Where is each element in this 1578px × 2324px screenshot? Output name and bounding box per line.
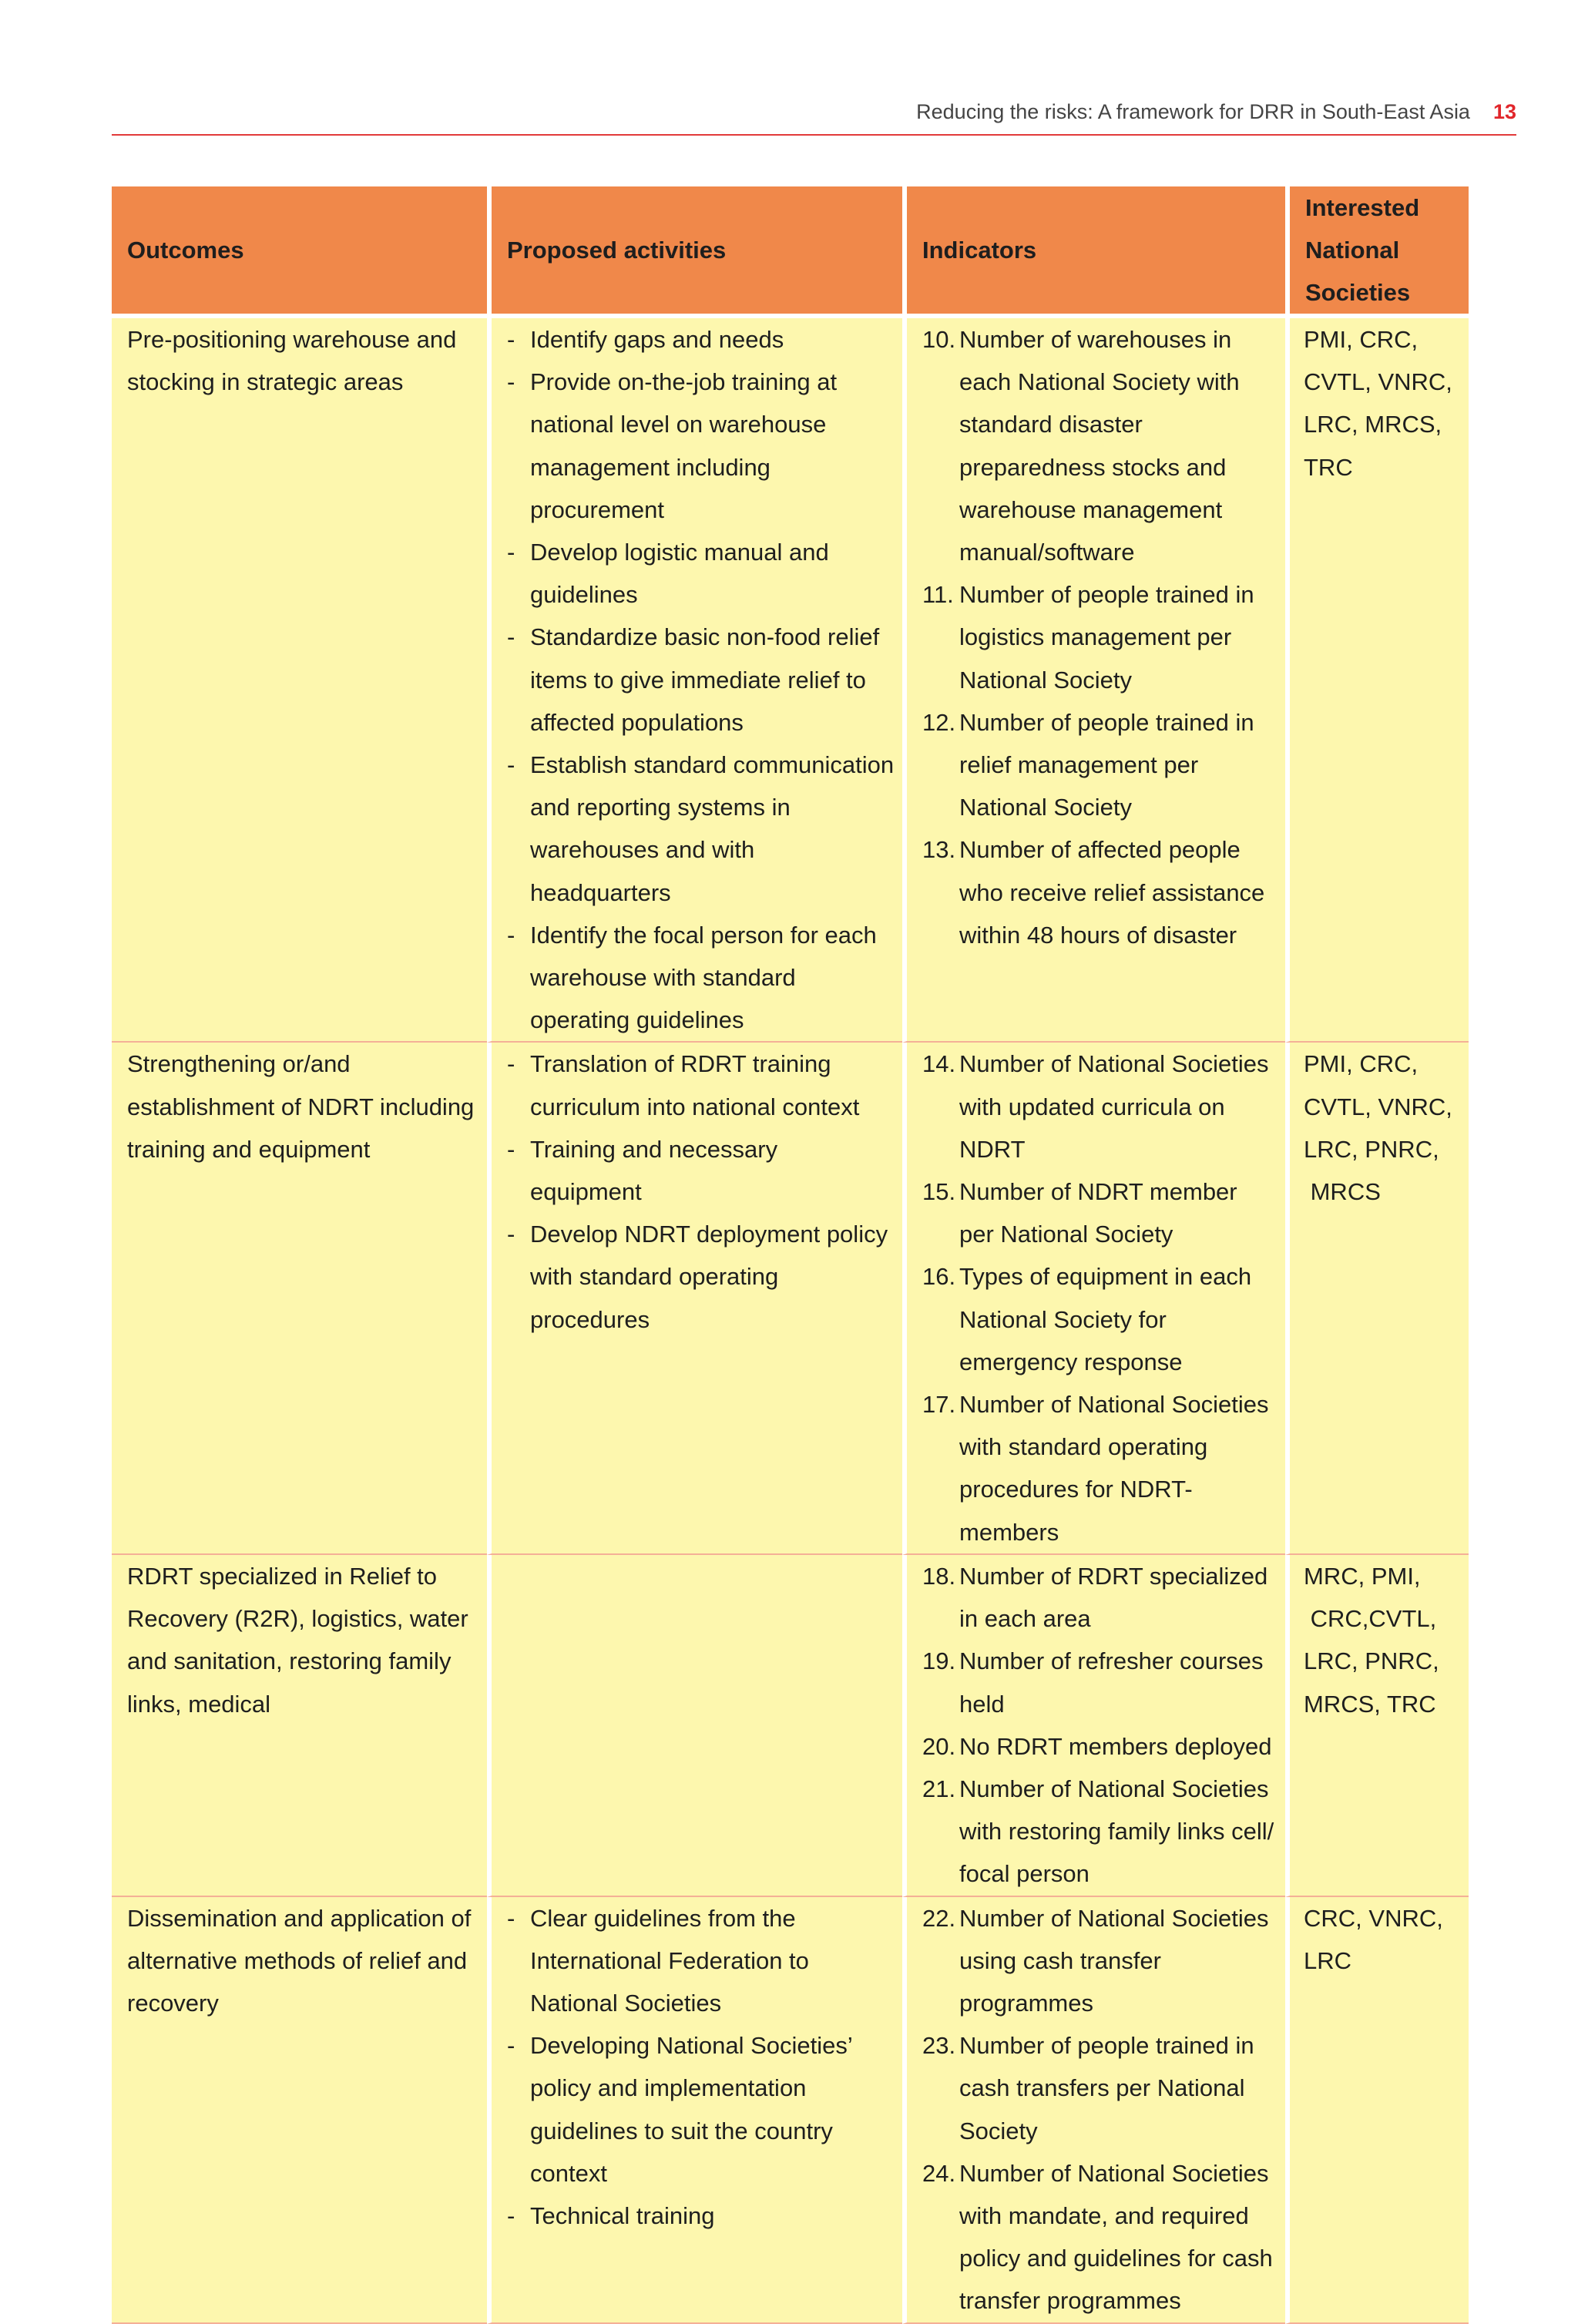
activity-item: - Identify the focal person for each warehouse with standard operating guidelines <box>507 914 895 1042</box>
indicators-cell <box>902 318 1285 1043</box>
activities-cell <box>487 1043 902 1554</box>
indicator-text: Number of refresher courses held <box>959 1647 1264 1718</box>
indicator-number: 16. <box>922 1263 956 1291</box>
indicator-text: Number of people trained in relief management per National Society <box>959 708 1254 821</box>
header-title: Reducing the risks: A framework for DRR in South-East Asia <box>916 100 1470 123</box>
column-header-outcomes: Outcomes <box>112 186 487 318</box>
indicator-item <box>922 2024 1278 2152</box>
activity-item: - Training and necessary equipment <box>507 1128 895 1213</box>
society-line: LRC, MRCS, <box>1304 411 1442 438</box>
society-line: PMI, CRC, <box>1304 1050 1419 1078</box>
society-line: MRCS <box>1304 1178 1381 1206</box>
activity-item: - Translation of RDRT training curriculum into national context <box>507 1043 895 1127</box>
indicator-item <box>922 1043 1278 1170</box>
activities-list <box>507 1043 895 1340</box>
activity-item: - Establish standard communication and reporting systems in warehouses and with headquarters <box>507 744 895 914</box>
activity-item: - Develop NDRT deployment policy with standard operating procedures <box>507 1213 895 1341</box>
indicators-cell <box>902 1043 1285 1554</box>
indicator-text: Number of people trained in cash transfers per National Society <box>959 2032 1254 2144</box>
indicator-number: 19. <box>922 1647 956 1675</box>
indicator-number: 24. <box>922 2159 956 2187</box>
indicator-item <box>922 1255 1278 1383</box>
activities-list <box>507 318 895 1041</box>
indicator-number: 14. <box>922 1050 956 1078</box>
activity-item: - Developing National Societies’ policy and implementation guidelines to suit the country context <box>507 2024 895 2195</box>
indicator-text: Number of National Societies with mandate, and required policy and guidelines for cash transfer programmes <box>959 2159 1273 2315</box>
outcome-cell: RDRT specialized in Relief to Recovery (R2R), logistics, water and sanitation, restoring family links, medical <box>112 1555 487 1897</box>
indicator-number: 13. <box>922 836 956 864</box>
activities-list <box>507 1897 895 2238</box>
indicator-text: Types of equipment in each National Society for emergency response <box>959 1263 1252 1375</box>
outcome-cell: Dissemination and application of alternative methods of relief and recovery <box>112 1897 487 2324</box>
societies-cell <box>1285 1897 1469 2324</box>
society-line: MRCS, TRC <box>1304 1690 1436 1718</box>
framework-table <box>112 186 1469 2324</box>
table-row <box>112 318 1469 1043</box>
indicators-list <box>922 1043 1278 1553</box>
societies-cell <box>1285 1555 1469 1897</box>
indicator-text: Number of National Societies with updated curricula on NDRT <box>959 1050 1269 1163</box>
column-header-societies: Interested National Societies <box>1285 186 1469 318</box>
table-row <box>112 1555 1469 1897</box>
indicators-cell <box>902 1555 1285 1897</box>
society-line: PMI, CRC, <box>1304 326 1419 353</box>
activity-item: - Clear guidelines from the International Federation to National Societies <box>507 1897 895 2025</box>
indicators-list <box>922 1555 1278 1896</box>
society-line: LRC, PNRC, <box>1304 1647 1439 1675</box>
activity-item: - Provide on-the-job training at national level on warehouse management including procurement <box>507 361 895 531</box>
table-body <box>112 318 1469 2324</box>
society-line: LRC <box>1304 1946 1352 1974</box>
societies-cell <box>1285 1043 1469 1554</box>
indicator-text: Number of National Societies using cash transfer programmes <box>959 1904 1269 2017</box>
indicator-item <box>922 1897 1278 2025</box>
indicator-text: Number of people trained in logistics management per National Society <box>959 581 1254 694</box>
indicator-item <box>922 1555 1278 1640</box>
society-line: CRC,CVTL, <box>1304 1605 1437 1633</box>
activities-cell <box>487 318 902 1043</box>
activity-item: - Technical training <box>507 2195 895 2237</box>
indicator-number: 18. <box>922 1562 956 1590</box>
activities-cell <box>487 1897 902 2324</box>
indicator-item <box>922 1725 1278 1768</box>
indicator-number: 20. <box>922 1732 956 1760</box>
indicator-item <box>922 1170 1278 1255</box>
indicators-cell <box>902 1897 1285 2324</box>
indicator-text: Number of National Societies with standard operating procedures for NDRT-members <box>959 1391 1269 1546</box>
indicator-item <box>922 1383 1278 1553</box>
table-row <box>112 1043 1469 1554</box>
indicators-list <box>922 1897 1278 2322</box>
indicator-text: Number of RDRT specialized in each area <box>959 1562 1268 1633</box>
indicator-item <box>922 2152 1278 2322</box>
indicator-number: 12. <box>922 708 956 736</box>
table-header-row <box>112 186 1469 318</box>
page-header <box>112 99 1516 136</box>
indicator-item <box>922 318 1278 573</box>
column-header-indicators: Indicators <box>902 186 1285 318</box>
society-line: TRC <box>1304 453 1353 481</box>
indicator-number: 17. <box>922 1391 956 1419</box>
page-number: 13 <box>1492 100 1516 123</box>
indicator-number: 21. <box>922 1775 956 1802</box>
indicator-number: 10. <box>922 326 956 353</box>
indicator-number: 22. <box>922 1904 956 1932</box>
indicator-text: Number of NDRT member per National Society <box>959 1178 1237 1248</box>
indicator-item <box>922 573 1278 701</box>
indicator-item <box>922 1768 1278 1896</box>
outcome-cell: Pre-positioning warehouse and stocking in strategic areas <box>112 318 487 1043</box>
activity-item: - Standardize basic non-food relief items to give immediate relief to affected populations <box>507 616 895 744</box>
outcome-cell: Strengthening or/and establishment of NDRT including training and equipment <box>112 1043 487 1554</box>
society-line: CRC, VNRC, <box>1304 1904 1443 1932</box>
indicator-text: Number of affected people who receive relief assistance within 48 hours of disaster <box>959 836 1265 949</box>
indicators-list <box>922 318 1278 956</box>
indicator-item <box>922 701 1278 829</box>
indicator-item <box>922 828 1278 956</box>
indicator-text: No RDRT members deployed <box>959 1732 1272 1760</box>
societies-cell <box>1285 318 1469 1043</box>
indicator-text: Number of National Societies with restoring family links cell/ focal person <box>959 1775 1274 1888</box>
column-header-activities: Proposed activities <box>487 186 902 318</box>
activities-cell <box>487 1555 902 1897</box>
indicator-number: 11. <box>922 581 954 609</box>
table-row <box>112 1897 1469 2324</box>
indicator-item <box>922 1640 1278 1725</box>
activity-item: - Identify gaps and needs <box>507 318 895 361</box>
indicator-text: Number of warehouses in each National Society with standard disaster preparedness stocks and warehouse management manual/software <box>959 326 1240 566</box>
society-line: CVTL, VNRC, <box>1304 1093 1452 1120</box>
indicator-number: 15. <box>922 1178 956 1206</box>
activity-item: - Develop logistic manual and guidelines <box>507 531 895 616</box>
society-line: CVTL, VNRC, <box>1304 368 1452 396</box>
society-line: MRC, PMI, <box>1304 1562 1421 1590</box>
indicator-number: 23. <box>922 2032 956 2060</box>
society-line: LRC, PNRC, <box>1304 1135 1439 1163</box>
